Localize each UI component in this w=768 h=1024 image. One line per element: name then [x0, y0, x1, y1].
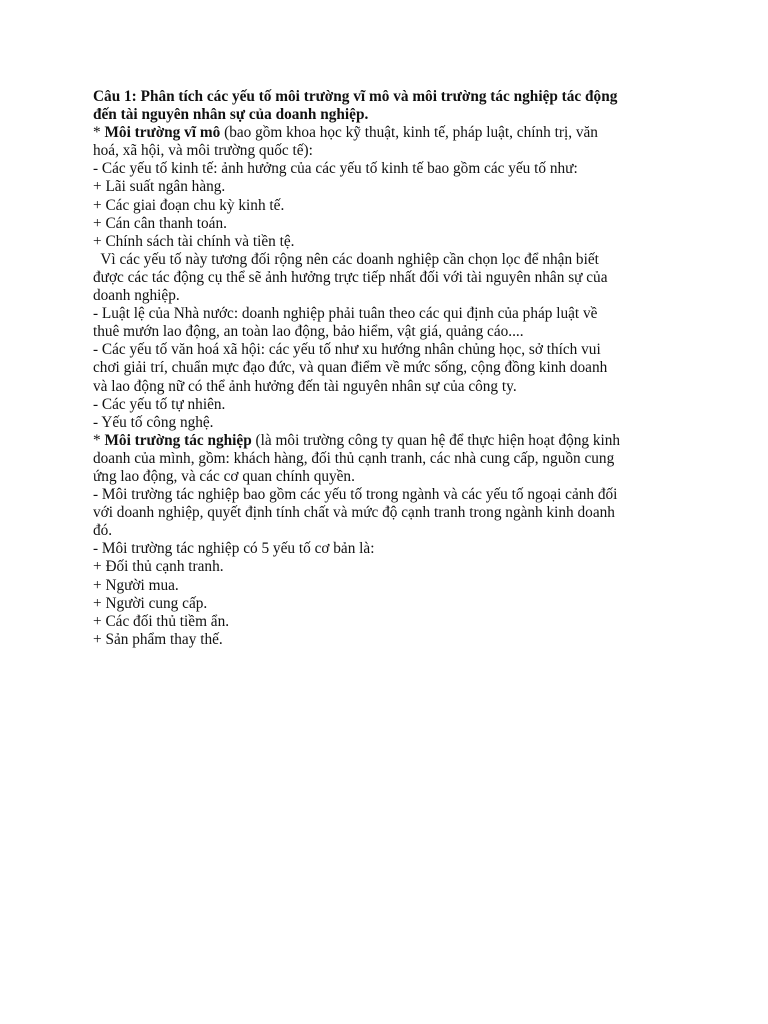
five-factors-intro: - Môi trường tác nghiệp có 5 yếu tố cơ bản là:	[93, 540, 375, 558]
paragraph-line: được các tác động cụ thể sẽ ảnh hưởng trực tiếp nhất đối với tài nguyên nhân sự của	[93, 268, 608, 286]
task-environment-desc: (là môi trường công ty quan hệ để thực hiện hoạt động kinh	[251, 431, 621, 449]
factor-item: + Người cung cấp.	[93, 594, 208, 612]
task-includes-line: - Môi trường tác nghiệp bao gồm các yếu tố trong ngành và các yếu tố ngoại cảnh đối	[93, 486, 618, 504]
task-environment-term: Môi trường tác nghiệp	[104, 431, 252, 449]
task-environment-desc-cont: doanh của mình, gồm: khách hàng, đối thủ cạnh tranh, các nhà cung cấp, nguồn cung	[93, 449, 615, 467]
nature-factor: - Các yếu tố tự nhiên.	[93, 395, 226, 413]
macro-environment-desc: (bao gồm khoa học kỹ thuật, kinh tế, pháp luật, chính trị, văn	[220, 124, 598, 142]
factor-item: + Các đối thủ tiềm ẩn.	[93, 612, 230, 630]
question-heading-cont: đến tài nguyên nhân sự của doanh nghiệp.	[93, 106, 369, 124]
paragraph-line: doanh nghiệp.	[93, 287, 180, 305]
culture-factor-line: - Các yếu tố văn hoá xã hội: các yếu tố như xu hướng nhân chủng học, sở thích vui	[93, 341, 601, 359]
factor-item: + Sản phẩm thay thế.	[93, 630, 223, 648]
task-includes-line: đó.	[93, 522, 113, 540]
economic-item: + Cán cân thanh toán.	[93, 214, 227, 232]
bullet-marker: *	[93, 431, 105, 449]
question-heading: Câu 1: Phân tích các yếu tố môi trường vĩ mô và môi trường tác nghiệp tác động	[93, 88, 618, 105]
economic-item: + Lãi suất ngân hàng.	[93, 178, 226, 196]
document-page	[93, 88, 683, 649]
task-environment-desc-cont: ứng lao động, và các cơ quan chính quyền.	[93, 467, 355, 485]
factor-item: + Người mua.	[93, 576, 179, 594]
culture-factor-line: chơi giải trí, chuẩn mực đạo đức, và quan điểm về mức sống, cộng đồng kinh doanh	[93, 359, 608, 377]
factor-item: + Đối thủ cạnh tranh.	[93, 558, 224, 576]
macro-environment-intro	[93, 124, 683, 142]
macro-environment-desc-cont: hoá, xã hội, và môi trường quốc tế):	[93, 142, 313, 160]
economic-factors: - Các yếu tố kinh tế: ảnh hưởng của các yếu tố kinh tế bao gồm các yếu tố như:	[93, 160, 578, 178]
task-includes-line: với doanh nghiệp, quyết định tính chất và mức độ cạnh tranh trong ngành kinh doanh	[93, 504, 615, 522]
paragraph-line: Vì các yếu tố này tương đối rộng nên các doanh nghiệp cần chọn lọc để nhận biết	[93, 250, 599, 268]
economic-item: + Chính sách tài chính và tiền tệ.	[93, 232, 295, 250]
bullet-marker: *	[93, 124, 105, 142]
law-factor-line: - Luật lệ của Nhà nước: doanh nghiệp phải tuân theo các qui định của pháp luật về	[93, 305, 598, 323]
economic-item: + Các giai đoạn chu kỳ kinh tế.	[93, 196, 285, 214]
task-environment-intro	[93, 432, 683, 450]
macro-environment-term: Môi trường vĩ mô	[104, 124, 221, 142]
culture-factor-line: và lao động nữ có thể ảnh hưởng đến tài nguyên nhân sự của công ty.	[93, 377, 517, 395]
technology-factor: - Yếu tố công nghệ.	[93, 413, 214, 431]
law-factor-line: thuê mướn lao động, an toàn lao động, bảo hiểm, vật giá, quảng cáo....	[93, 323, 524, 341]
